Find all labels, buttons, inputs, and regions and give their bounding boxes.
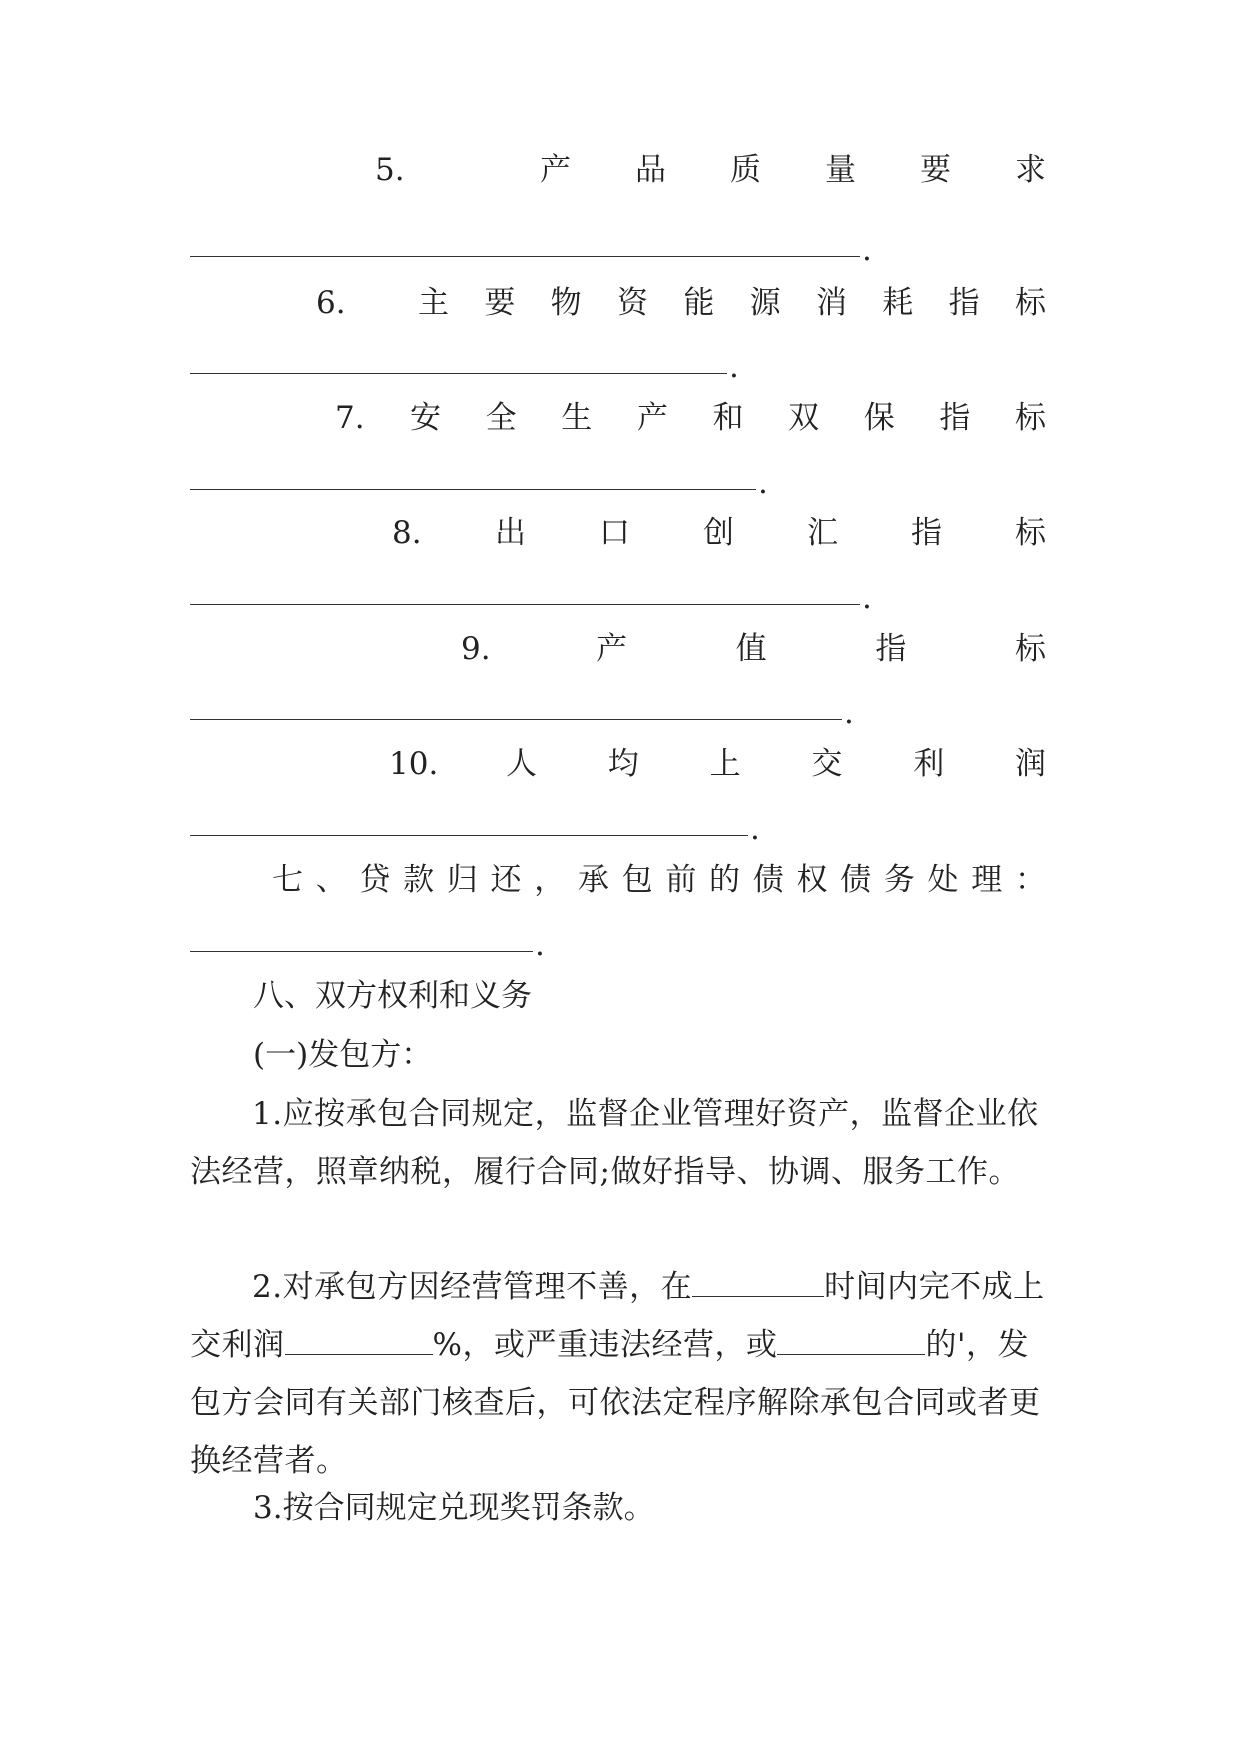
fill-blank-line [190, 835, 748, 836]
title-char: 值 [735, 631, 767, 667]
title-char: 和 [712, 400, 744, 436]
title-char: 能 [683, 285, 715, 321]
paragraph-text: 2.对承包方因经营管理不善，在 [252, 1269, 693, 1305]
title-char: 要 [484, 285, 516, 321]
heading-char: 债 [752, 862, 784, 898]
item-title [506, 744, 1046, 784]
fill-blank-line [190, 951, 533, 952]
fill-blank [692, 1270, 824, 1297]
heading-char: ： [1014, 862, 1046, 898]
heading-char: 的 [709, 862, 741, 898]
section-eight-heading: 八、双方权利和义务 [253, 978, 532, 1014]
blank-period: . [729, 349, 739, 385]
title-char: 物 [550, 285, 582, 321]
item-title [418, 283, 1046, 323]
fill-blank [777, 1328, 925, 1355]
title-char: 人 [506, 746, 537, 782]
heading-char: ， [534, 862, 566, 898]
fill-blank [285, 1328, 433, 1355]
heading-char: 七 [272, 862, 303, 898]
heading-char: 处 [927, 862, 959, 898]
blank-period: . [535, 927, 545, 963]
heading-char: 贷 [359, 862, 391, 898]
heading-char: 、 [315, 862, 347, 898]
title-char: 量 [825, 152, 856, 188]
item-title [410, 398, 1046, 438]
title-char: 上 [709, 746, 741, 782]
title-char: 质 [730, 152, 761, 188]
title-char: 安 [410, 400, 441, 436]
item-number: 7. [335, 400, 365, 436]
item-title [495, 513, 1046, 553]
paragraph-2 [190, 1258, 1046, 1490]
title-char: 生 [561, 400, 593, 436]
title-char: 资 [616, 285, 648, 321]
fill-blank-line [190, 373, 727, 374]
paragraph-3: 3.按合同规定兑现奖罚条款。 [253, 1490, 655, 1526]
item-title [540, 150, 1046, 190]
blank-period: . [758, 465, 768, 501]
item-number: 8. [392, 515, 422, 551]
title-char: 出 [495, 515, 526, 551]
heading-char: 理 [971, 862, 1003, 898]
title-char: 要 [920, 152, 951, 188]
title-char: 全 [485, 400, 517, 436]
heading-char: 还 [490, 862, 522, 898]
blank-period: . [750, 811, 760, 847]
heading-char: 款 [403, 862, 435, 898]
heading-char: 承 [577, 862, 609, 898]
blank-period: . [844, 695, 854, 731]
title-char: 产 [596, 631, 627, 667]
title-char: 指 [948, 285, 980, 321]
paragraph-text: 的'，发包方会同有关部门核查后，可依法定程序解除承包合同或者更换经营者。 [190, 1327, 1041, 1479]
blank-period: . [862, 232, 872, 268]
title-char: 标 [1014, 631, 1046, 667]
item-number: 10. [389, 746, 439, 782]
fill-blank-line [190, 489, 756, 490]
section-seven-heading [272, 860, 1046, 900]
title-char: 利 [913, 746, 945, 782]
paragraph-1 [190, 1085, 1046, 1201]
title-char: 均 [607, 746, 639, 782]
heading-char: 归 [446, 862, 478, 898]
item-number: 9. [461, 631, 491, 667]
title-char: 主 [418, 285, 449, 321]
fill-blank-line [190, 604, 860, 605]
paragraph-text: %，或严重违法经营，或 [432, 1327, 778, 1363]
title-char: 产 [636, 400, 668, 436]
title-char: 耗 [882, 285, 914, 321]
title-char: 交 [811, 746, 843, 782]
paragraph-text: 时间内完不成上交利润 [190, 1269, 1045, 1363]
heading-char: 债 [840, 862, 872, 898]
paragraph-text: 1.应按承包合同规定，监督企业管理好资产，监督企业依法经营，照章纳税，履行合同;做好指导、协调、服务工作。 [190, 1096, 1039, 1190]
title-char: 指 [939, 400, 971, 436]
title-char: 指 [911, 515, 942, 551]
subsection-heading: (一)发包方： [253, 1037, 433, 1073]
title-char: 口 [599, 515, 630, 551]
title-char: 标 [1014, 285, 1046, 321]
title-char: 标 [1015, 515, 1046, 551]
title-char: 品 [635, 152, 666, 188]
title-char: 汇 [807, 515, 838, 551]
blank-period: . [862, 580, 872, 616]
title-char: 双 [788, 400, 820, 436]
fill-blank-line [190, 256, 860, 257]
heading-char: 包 [621, 862, 653, 898]
item-number: 5. [375, 152, 405, 188]
title-char: 指 [875, 631, 907, 667]
heading-char: 前 [665, 862, 697, 898]
title-char: 标 [1015, 400, 1046, 436]
fill-blank-line [190, 719, 842, 720]
title-char: 消 [815, 285, 847, 321]
title-char: 源 [749, 285, 781, 321]
item-number: 6. [316, 285, 346, 321]
title-char: 创 [703, 515, 734, 551]
heading-char: 务 [883, 862, 915, 898]
title-char: 保 [863, 400, 895, 436]
item-title [596, 629, 1046, 669]
title-char: 求 [1015, 152, 1046, 188]
heading-char: 权 [796, 862, 828, 898]
title-char: 润 [1014, 746, 1046, 782]
title-char: 产 [540, 152, 571, 188]
